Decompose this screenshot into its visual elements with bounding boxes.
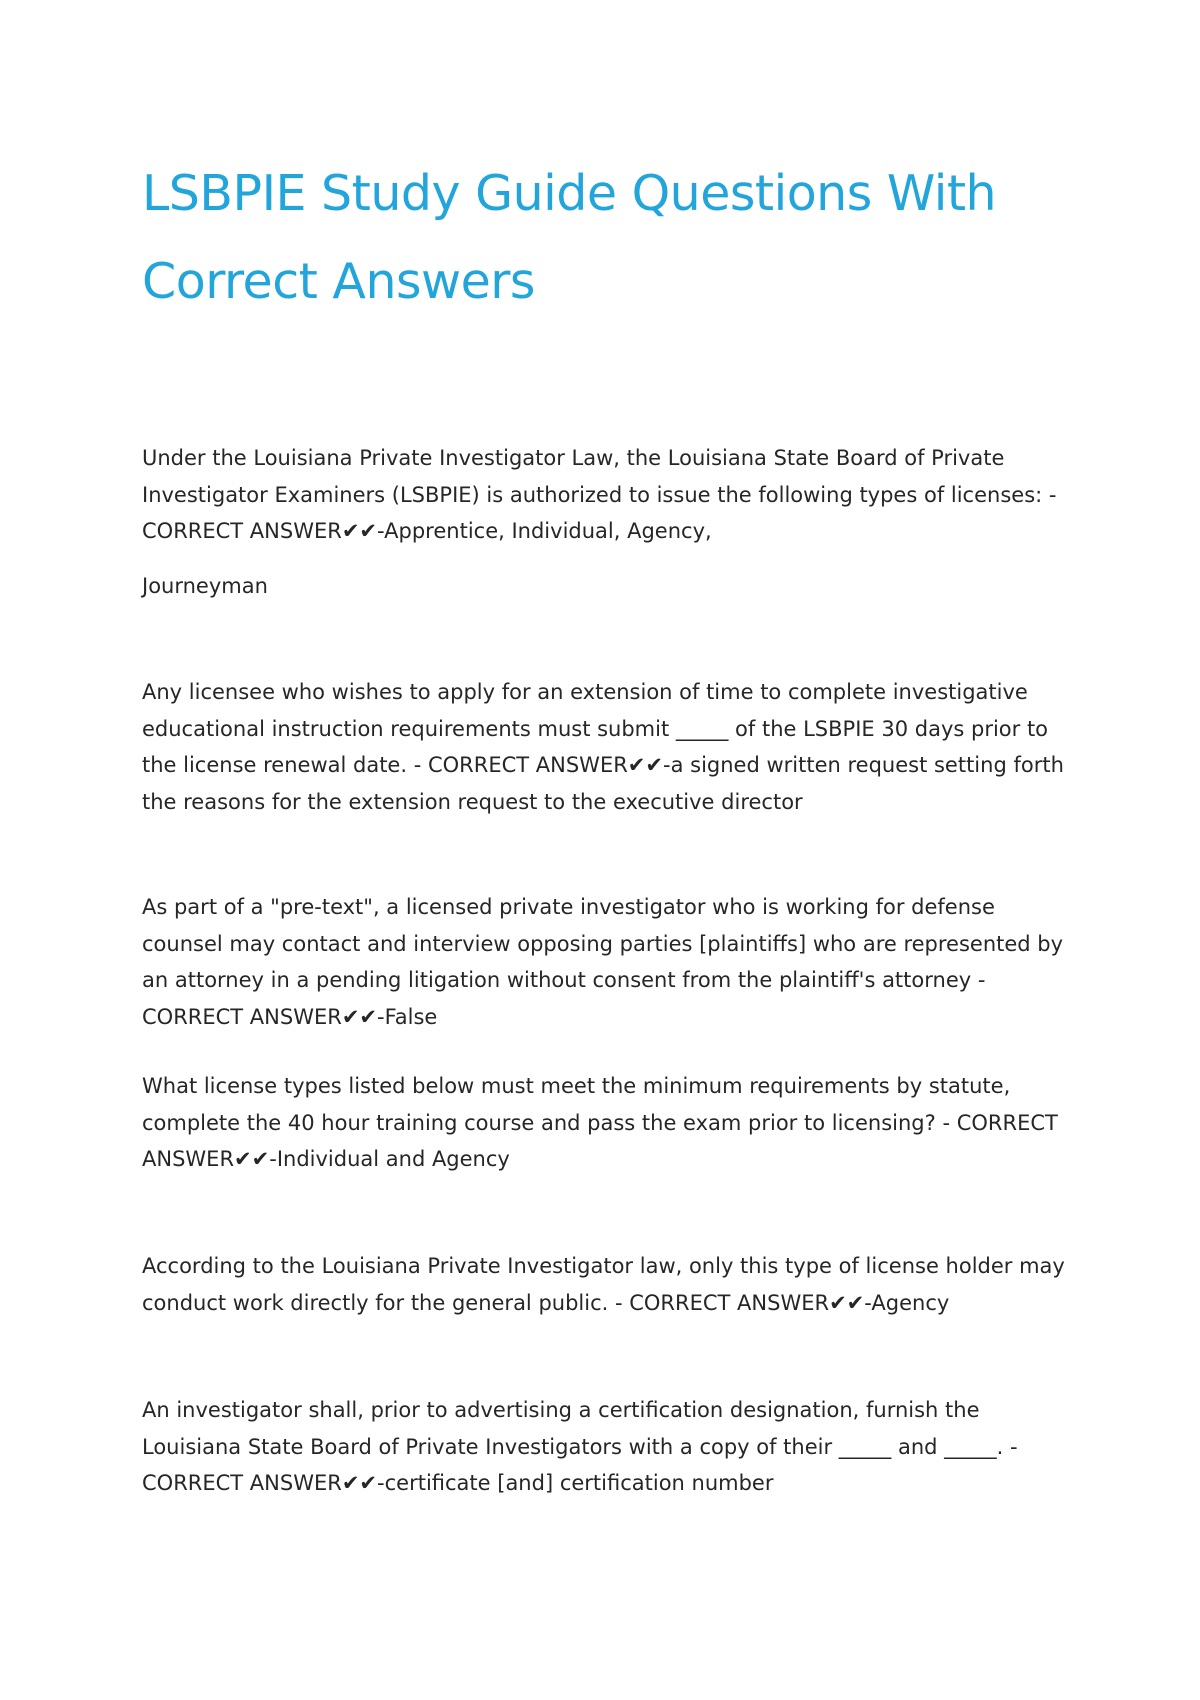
qa-item <box>142 889 1072 1035</box>
answer-prefix: - CORRECT ANSWER✔✔- <box>142 1434 1018 1495</box>
answer-prefix: - CORRECT ANSWER✔✔- <box>142 482 1057 543</box>
answer-text: a signed written request setting forth the reasons for the extension request to the executive director <box>142 753 1064 814</box>
question-text: As part of a "pre-text", a licensed private investigator who is working for defense counsel may contact and interview opposing parties [plaintiffs] who are represented by an attorney in a pending litigation without consent from the plaintiff's attorney <box>142 895 1064 992</box>
question-text: Under the Louisiana Private Investigator Law, the Louisiana State Board of Private Investigator Examiners (LSBPIE) is authorized to issue the following types of licenses: <box>142 446 1043 507</box>
question-text: What license types listed below must meet the minimum requirements by statute, complete the 40 hour training course and pass the exam prior to licensing? <box>142 1074 1011 1135</box>
answer-text: Individual and Agency <box>276 1147 510 1171</box>
answer-text: Agency <box>871 1290 950 1315</box>
answer-prefix: - CORRECT ANSWER✔✔- <box>142 1110 1058 1171</box>
answer-continuation: Journeyman <box>142 574 268 598</box>
document-title: LSBPIE Study Guide Questions With Correct Answers <box>142 165 997 310</box>
answer-prefix: - CORRECT ANSWER✔✔- <box>608 1290 872 1315</box>
answer-text: False <box>384 1004 438 1029</box>
qa-item <box>142 1068 1072 1178</box>
question-text: According to the Louisiana Private Investigator law, only this type of license holder may conduct work directly for the general public. <box>142 1254 1065 1315</box>
answer-prefix: - CORRECT ANSWER✔✔- <box>142 968 986 1029</box>
qa-item <box>142 440 1072 550</box>
answer-text: Apprentice, Individual, Agency, <box>384 519 712 543</box>
qa-item <box>142 1248 1072 1321</box>
answer-text: certificate [and] certification number <box>384 1471 774 1495</box>
qa-item <box>142 674 1072 820</box>
answer-prefix: - CORRECT ANSWER✔✔- <box>407 753 671 777</box>
qa-item <box>142 1392 1072 1502</box>
question-text: Any licensee who wishes to apply for an extension of time to complete investigative educational instruction requirements must submit _____ of the LSBPIE 30 days prior to the license renewal date. <box>142 680 1049 777</box>
question-text: An investigator shall, prior to advertising a certification designation, furnish the Louisiana State Board of Private Investigators with a copy of their _____ and _____. <box>142 1398 1004 1459</box>
